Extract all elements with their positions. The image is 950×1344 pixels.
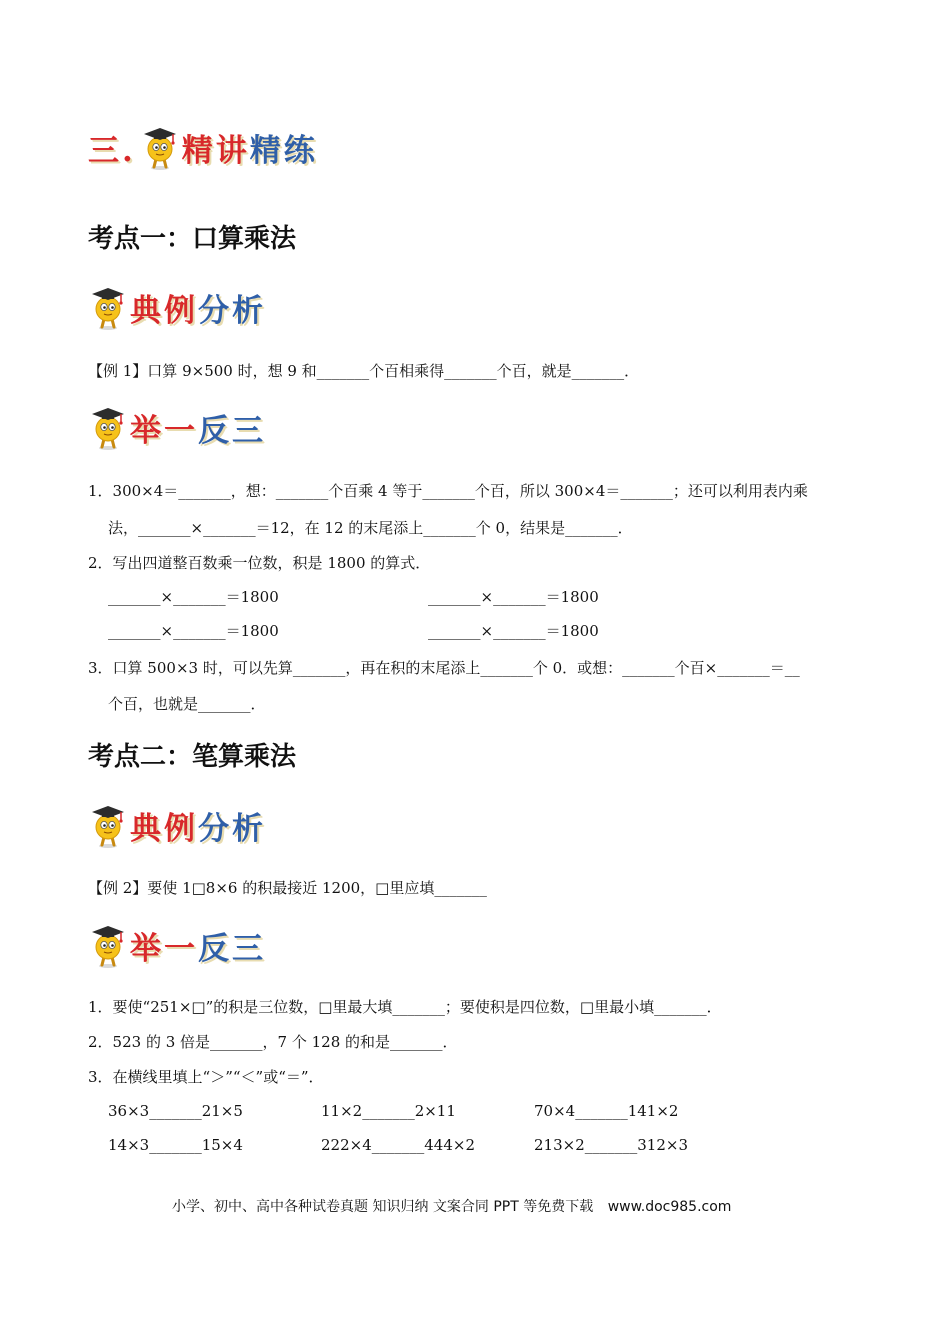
- equation-blank-4: _______×_______＝1800: [428, 622, 599, 640]
- compare-item: 36×3_______21×5: [108, 1102, 243, 1120]
- equation-blank-2: _______×_______＝1800: [428, 588, 599, 606]
- question-1: 1．要使“251×□”的积是三位数，□里最大填_______；要使积是四位数，□里最小填_______．: [88, 998, 722, 1016]
- footer-url[interactable]: www.doc985.com: [607, 1199, 732, 1215]
- example-analysis-banner: [88, 282, 266, 332]
- practice-banner: [88, 402, 266, 452]
- compare-item: 222×4_______444×2: [321, 1136, 475, 1154]
- equation-blank-3: _______×_______＝1800: [108, 622, 279, 640]
- section-number: 三.: [88, 132, 136, 169]
- mascot-icon: [88, 283, 128, 331]
- banner-text-a: 举一: [130, 930, 198, 967]
- section-title-2: 考点二：笔算乘法: [88, 742, 297, 772]
- header-title-part-a: 精讲: [181, 132, 250, 169]
- question-3: 3．在横线里填上“＞”“＜”或“＝”．: [88, 1068, 324, 1086]
- banner-text-a: 举一: [130, 412, 198, 449]
- header-title-part-b: 精练: [249, 132, 318, 169]
- banner-text-b: 分析: [198, 810, 266, 847]
- compare-item: 70×4_______141×2: [534, 1102, 679, 1120]
- question-3-line-1: 3．口算 500×3 时，可以先算_______，再在积的末尾添上_______个 0．或想：_______个百×_______＝__: [88, 659, 800, 677]
- example-2: 【例 2】要使 1□8×6 的积最接近 1200，□里应填_______: [88, 879, 487, 897]
- banner-text-a: 典例: [130, 292, 198, 329]
- banner-text-a: 典例: [130, 810, 198, 847]
- footer-text: 小学、初中、高中各种试卷真题 知识归纳 文案合同 PPT 等免费下载: [172, 1199, 594, 1215]
- mascot-icon: [88, 921, 128, 969]
- example-analysis-banner: [88, 800, 266, 850]
- mascot-icon: [88, 403, 128, 451]
- compare-item: 213×2_______312×3: [534, 1136, 688, 1154]
- mascot-icon: [140, 123, 180, 171]
- banner-text-b: 分析: [198, 292, 266, 329]
- compare-item: 14×3_______15×4: [108, 1136, 243, 1154]
- example-1: 【例 1】口算 9×500 时，想 9 和_______个百相乘得_______个百，就是_______．: [88, 362, 640, 380]
- mascot-icon: [88, 801, 128, 849]
- question-2: 2．523 的 3 倍是_______，7 个 128 的和是_______．: [88, 1033, 458, 1051]
- section-title-1: 考点一：口算乘法: [88, 224, 297, 254]
- question-2: 2．写出四道整百数乘一位数，积是 1800 的算式．: [88, 554, 431, 572]
- equation-blank-1: _______×_______＝1800: [108, 588, 279, 606]
- banner-text-b: 反三: [198, 930, 266, 967]
- practice-banner: [88, 920, 266, 970]
- banner-text-b: 反三: [198, 412, 266, 449]
- compare-item: 11×2_______2×11: [321, 1102, 456, 1120]
- question-1-line-2: 法，_______×_______＝12，在 12 的末尾添上_______个 0，结果是_______．: [108, 519, 633, 537]
- footer: [172, 1196, 731, 1216]
- question-3-line-2: 个百，也就是_______．: [108, 695, 266, 713]
- section-header-banner: [88, 122, 318, 172]
- question-1-line-1: 1．300×4＝_______，想：_______个百乘 4 等于_______个百，所以 300×4＝_______；还可以利用表内乘: [88, 482, 808, 500]
